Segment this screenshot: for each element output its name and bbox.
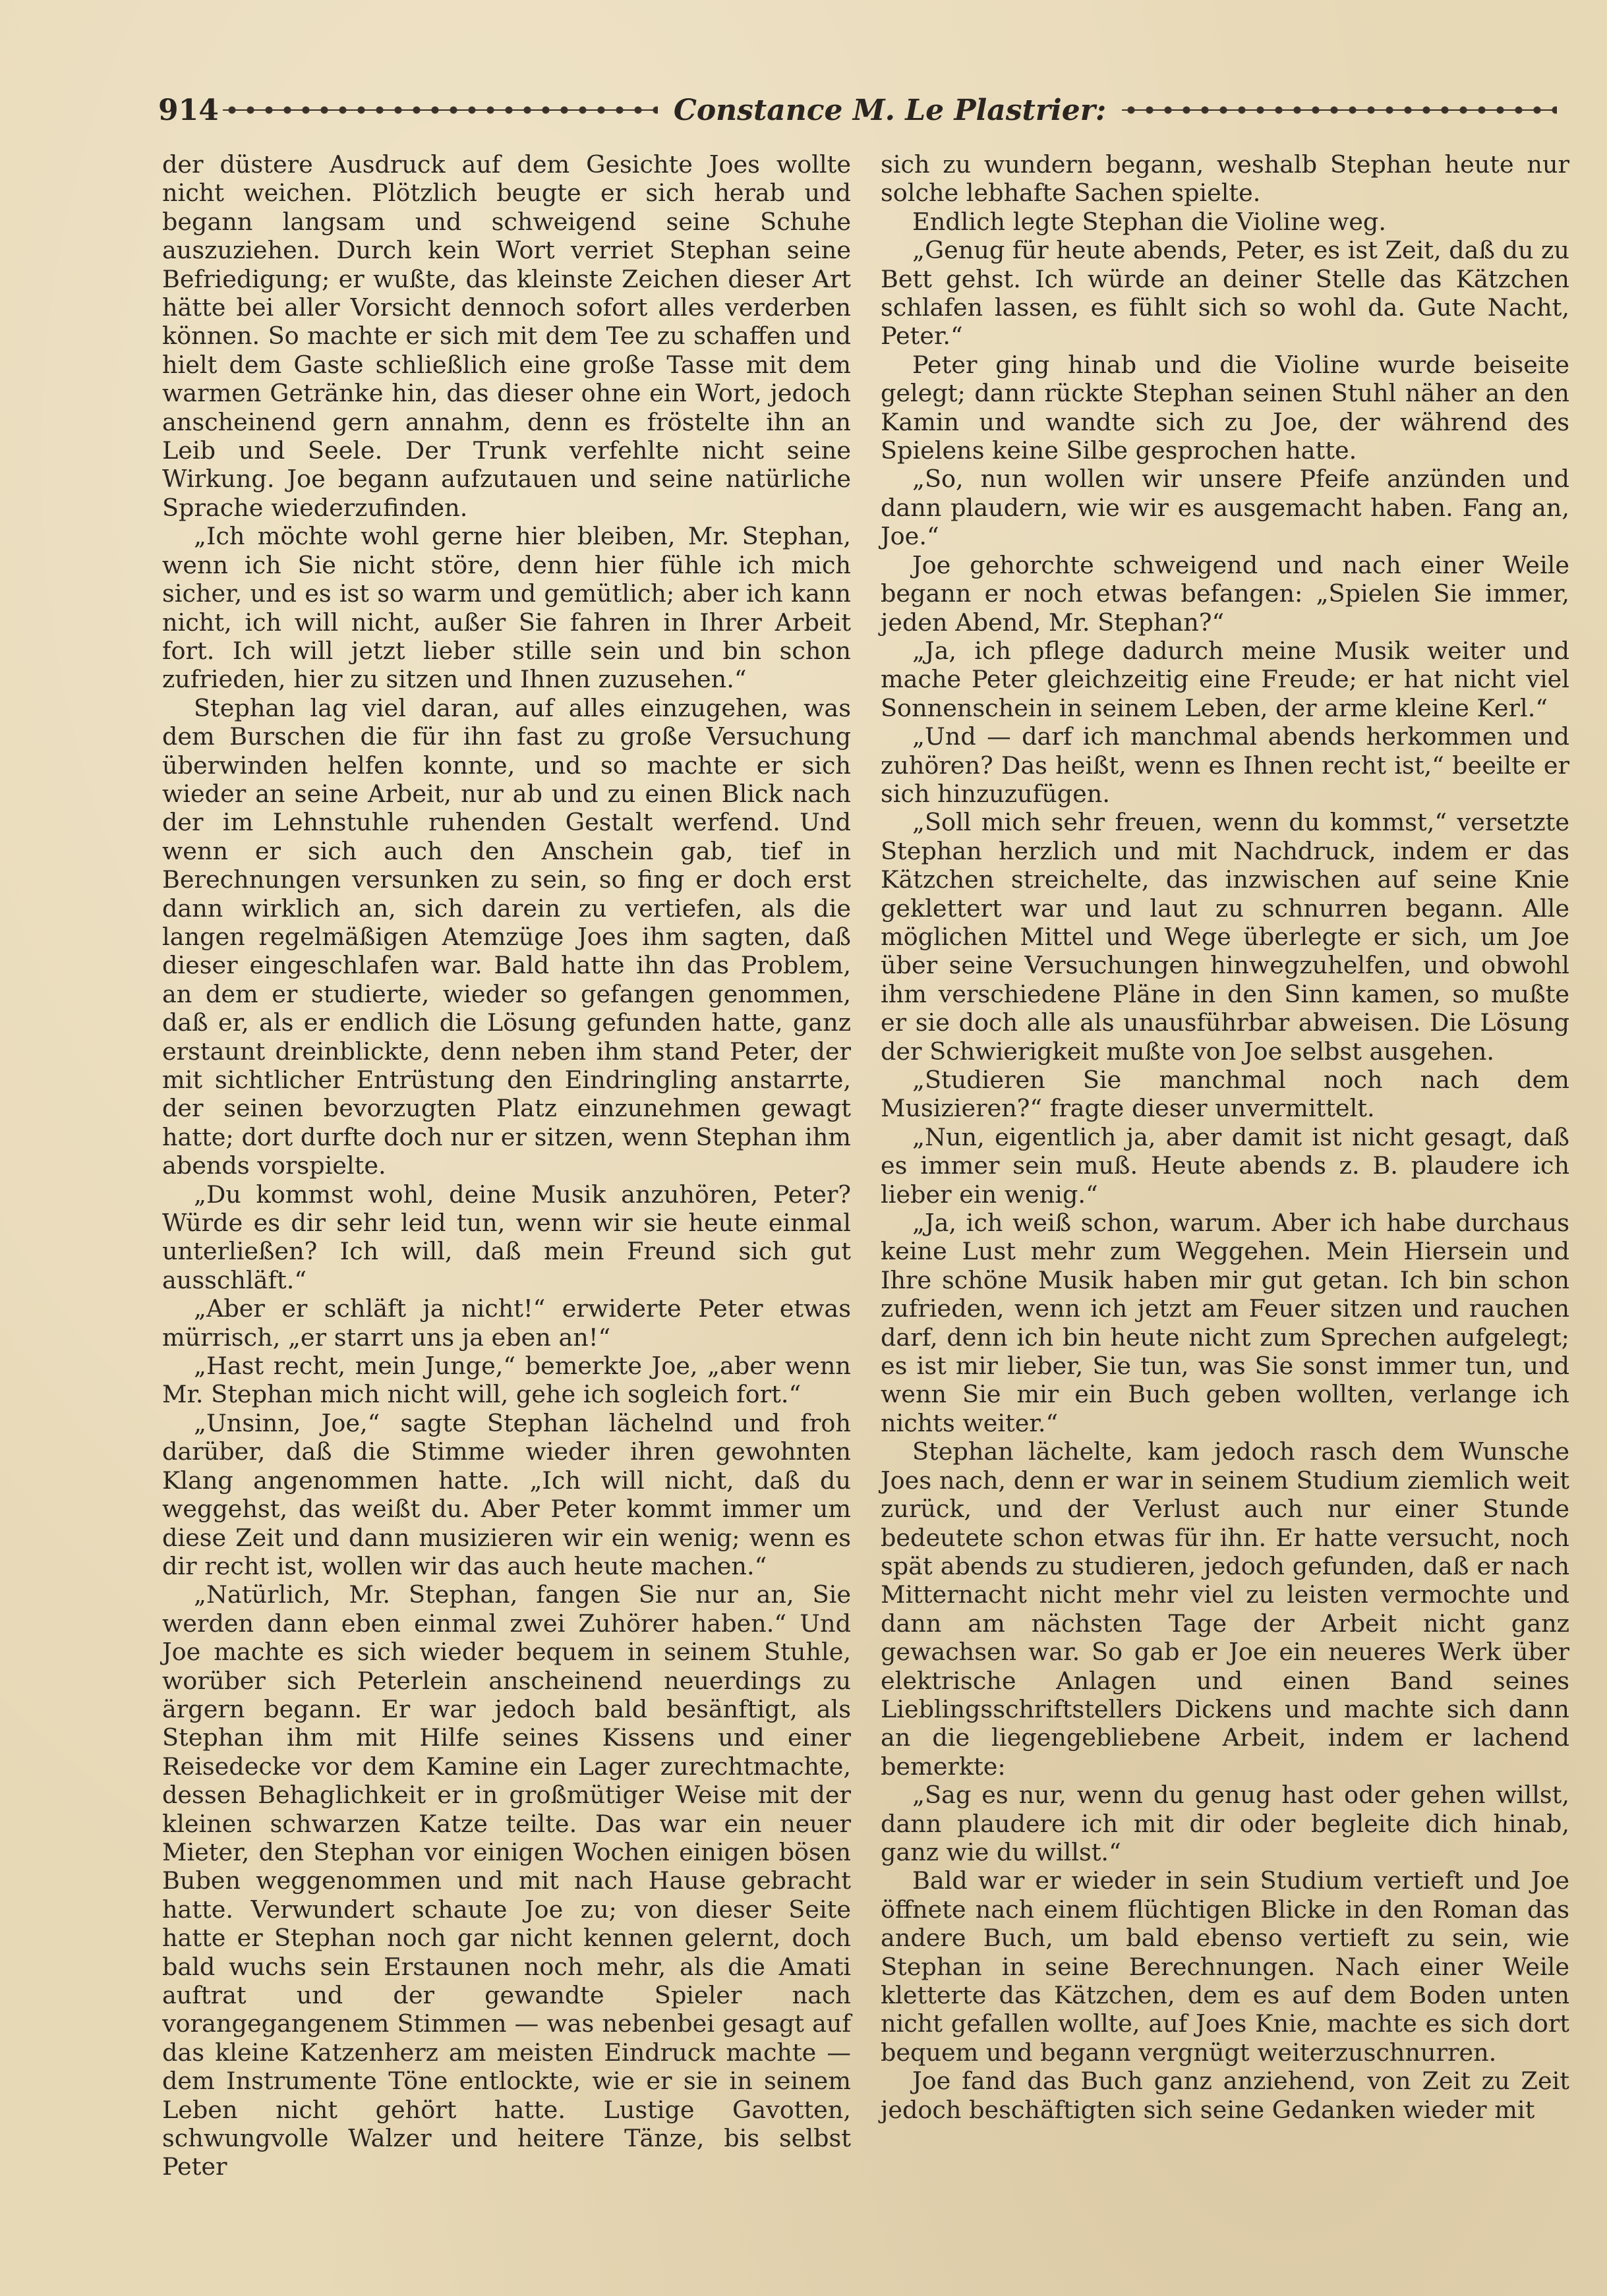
paragraph: „Nun, eigentlich ja, aber damit ist nicht gesagt, daß es immer sein muß. Heute abends z. B. plaudere ich lieber ein wenig.“ [881,1122,1569,1209]
paragraph: „Ich möchte wohl gerne hier bleiben, Mr. Stephan, wenn ich Sie nicht störe, denn hier fühle ich mich sicher, und es ist so warm und gemütlich; aber ich kann nicht, ich will nicht, außer Sie fahren in Ihrer Arbeit fort. Ich will jetzt lieber stille sein und bin schon zufrieden, hier zu sitzen und Ihnen zuzusehen.“ [162,522,851,694]
paragraph: Joe gehorchte schweigend und nach einer Weile begann er noch etwas befangen: „Spielen Sie immer, jeden Abend, Mr. Stephan?“ [881,550,1569,637]
paragraph: „Und — darf ich manchmal abends herkommen und zuhören? Das heißt, wenn es Ihnen recht ist,“ beeilte er sich hinzuzufügen. [881,722,1569,808]
ornament-rule-right [1122,101,1557,119]
page-number: 914 [158,93,219,127]
page-header [158,87,1569,133]
paragraph: Bald war er wieder in sein Studium vertieft und Joe öffnete nach einem flüchtigen Blicke in den Roman das andere Buch, um bald ebenso vertieft zu sein, wie Stephan in seine Berechnungen. Nach einer Weile kletterte das Kätzchen, dem es auf dem Boden unten nicht gefallen wollte, auf Joes Knie, machte es sich dort bequem und begann vergnügt weiterzuschnurren. [881,1866,1569,2067]
paragraph: „Ja, ich pflege dadurch meine Musik weiter und mache Peter gleichzeitig eine Freude; er hat nicht viel Sonnenschein in seinem Leben, der arme kleine Kerl.“ [881,636,1569,722]
paragraph: Endlich legte Stephan die Violine weg. [912,207,1386,236]
paragraph: sich zu wundern begann, weshalb Stephan heute nur solche lebhafte Sachen spielte. [881,150,1569,208]
paragraph: „Aber er schläft ja nicht!“ erwiderte Peter etwas mürrisch, „er starrt uns ja eben an!“ [162,1294,851,1352]
paragraph: „Du kommst wohl, deine Musik anzuhören, Peter? Würde es dir sehr leid tun, wenn wir sie heute einmal unterließen? Ich will, daß mein Freund sich gut ausschläft.“ [162,1180,851,1294]
paragraph: Peter ging hinab und die Violine wurde beiseite gelegt; dann rückte Stephan seinen Stuhl näher an den Kamin und wandte sich zu Joe, der während des Spielens keine Silbe gesprochen hatte. [881,350,1569,465]
ornament-rule-left [223,101,658,119]
paragraph: „Studieren Sie manchmal noch nach dem Musizieren?“ fragte dieser unvermittelt. [881,1066,1569,1123]
paragraph: „Natürlich, Mr. Stephan, fangen Sie nur an, Sie werden dann eben einmal zwei Zuhörer haben.“ Und Joe machte es sich wieder bequem in seinem Stuhle, worüber sich Peterlein anscheinend neuerdings zu ärgern begann. Er war jedoch bald besänftigt, als Stephan ihm mit Hilfe seines Kissens und einer Reisedecke vor dem Kamine ein Lager zurechtmachte, dessen Behaglichkeit er in großmütiger Weise mit der kleinen schwarzen Katze teilte. Das war ein neuer Mieter, den Stephan vor einigen Wochen einigen bösen Buben weggenommen und mit nach Hause gebracht hatte. Verwundert schaute Joe zu; von dieser Seite hatte er Stephan noch gar nicht kennen gelernt, doch bald wuchs sein Erstaunen noch mehr, als die Amati auftrat und der gewandte Spieler nach vorangegangenem Stimmen — was nebenbei gesagt auf das kleine Katzenherz am meisten Eindruck machte — dem Instrumente Töne entlockte, wie er sie in seinem Leben nicht gehört hatte. Lustige Gavotten, schwungvolle Walzer und heitere Tänze, bis selbst Peter [162,1580,851,2181]
paragraph: „So, nun wollen wir unsere Pfeife anzünden und dann plaudern, wie wir es ausgemacht haben. Fang an, Joe.“ [881,465,1569,551]
paragraph: „Ja, ich weiß schon, warum. Aber ich habe durchaus keine Lust mehr zum Weggehen. Mein Hiersein und Ihre schöne Musik haben mir gut getan. Ich bin schon zufrieden, wenn ich jetzt am Feuer sitzen und rauchen darf, denn ich bin heute nicht zum Sprechen aufgelegt; es ist mir lieber, Sie tun, was Sie sonst immer tun, und wenn Sie mir ein Buch geben wollten, verlange ich nichts weiter.“ [881,1209,1569,1437]
paragraph: „Soll mich sehr freuen, wenn du kommst,“ versetzte Stephan herzlich und mit Nachdruck, indem er das Kätzchen streichelte, das inzwischen auf seine Knie geklettert war und laut zu schnurren begann. Alle möglichen Mittel und Wege überlegte er sich, um Joe über seine Versuchungen hinwegzuhelfen, und obwohl ihm verschiedene Pläne in den Sinn kamen, so mußte er sie doch alle als unausführbar abweisen. Die Lösung der Schwierigkeit mußte von Joe selbst ausgehen. [881,808,1569,1066]
paragraph: Stephan lag viel daran, auf alles einzugehen, was dem Burschen die für ihn fast zu große Versuchung überwinden helfen konnte, und so machte er sich wieder an seine Arbeit, nur ab und zu einen Blick nach der im Lehnstuhle ruhenden Gestalt werfend. Und wenn er sich auch den Anschein gab, tief in Berechnungen versunken zu sein, so fing er doch erst dann wirklich an, sich darein zu vertiefen, als die langen regelmäßigen Atemzüge Joes ihm sagten, daß dieser eingeschlafen war. Bald hatte ihn das Problem, an dem er studierte, wieder so gefangen genommen, daß er, als er endlich die Lösung gefunden hatte, ganz erstaunt dreinblickte, denn neben ihm stand Peter, der mit sichtlicher Entrüstung den Eindringling anstarrte, der seinen bevorzugten Platz einzunehmen gewagt hatte; dort durfte doch nur er sitzen, wenn Stephan ihm abends vorspielte. [162,693,851,1180]
paragraph: „Genug für heute abends, Peter, es ist Zeit, daß du zu Bett gehst. Ich würde an deiner Stelle das Kätzchen schlafen lassen, es fühlt sich so wohl da. Gute Nacht, Peter.“ [881,236,1569,351]
paragraph: „Unsinn, Joe,“ sagte Stephan lächelnd und froh darüber, daß die Stimme wieder ihren gewohnten Klang angenommen hatte. „Ich will nicht, daß du weggehst, das weißt du. Aber Peter kommt immer um diese Zeit und dann musizieren wir ein wenig; wenn es dir recht ist, wollen wir das auch heute machen.“ [162,1408,851,1580]
running-title: Constance M. Le Plastrier: [673,93,1107,127]
left-column [162,150,851,2181]
paragraph: Stephan lächelte, kam jedoch rasch dem Wunsche Joes nach, denn er war in seinem Studium ziemlich weit zurück, und der Verlust auch nur einer Stunde bedeutete schon etwas für ihn. Er hatte versucht, noch spät abends zu studieren, jedoch gefunden, daß er nach Mitternacht nicht mehr viel zu leisten vermochte und dann am nächsten Tage der Arbeit nicht ganz gewachsen war. So gab er Joe ein neueres Werk über elektrische Anlagen und einen Band seines Lieblingsschriftstellers Dickens und machte sich dann an die liegengebliebene Arbeit, indem er lachend bemerkte: [881,1437,1569,1781]
paragraph: Joe fand das Buch ganz anziehend, von Zeit zu Zeit jedoch beschäftigten sich seine Gedanken wieder mit [881,2067,1569,2124]
paragraph: „Hast recht, mein Junge,“ bemerkte Joe, „aber wenn Mr. Stephan mich nicht will, gehe ich sogleich fort.“ [162,1352,851,1409]
paragraph: „Sag es nur, wenn du genug hast oder gehen willst, dann plaudere ich mit dir oder begleite dich hinab, ganz wie du willst.“ [881,1781,1569,1866]
right-column [881,150,1569,2124]
paragraph: der düstere Ausdruck auf dem Gesichte Joes wollte nicht weichen. Plötzlich beugte er sich herab und begann langsam und schweigend seine Schuhe auszuziehen. Durch kein Wort verriet Stephan seine Befriedigung; er wußte, das kleinste Zeichen dieser Art hätte bei aller Vorsicht dennoch sofort alles verderben können. So machte er sich mit dem Tee zu schaffen und hielt dem Gaste schließlich eine große Tasse mit dem warmen Getränke hin, das dieser ohne ein Wort, jedoch anscheinend gern annahm, denn es fröstelte ihn an Leib und Seele. Der Trunk verfehlte nicht seine Wirkung. Joe begann aufzutauen und seine natürliche Sprache wiederzufinden. [162,150,851,522]
